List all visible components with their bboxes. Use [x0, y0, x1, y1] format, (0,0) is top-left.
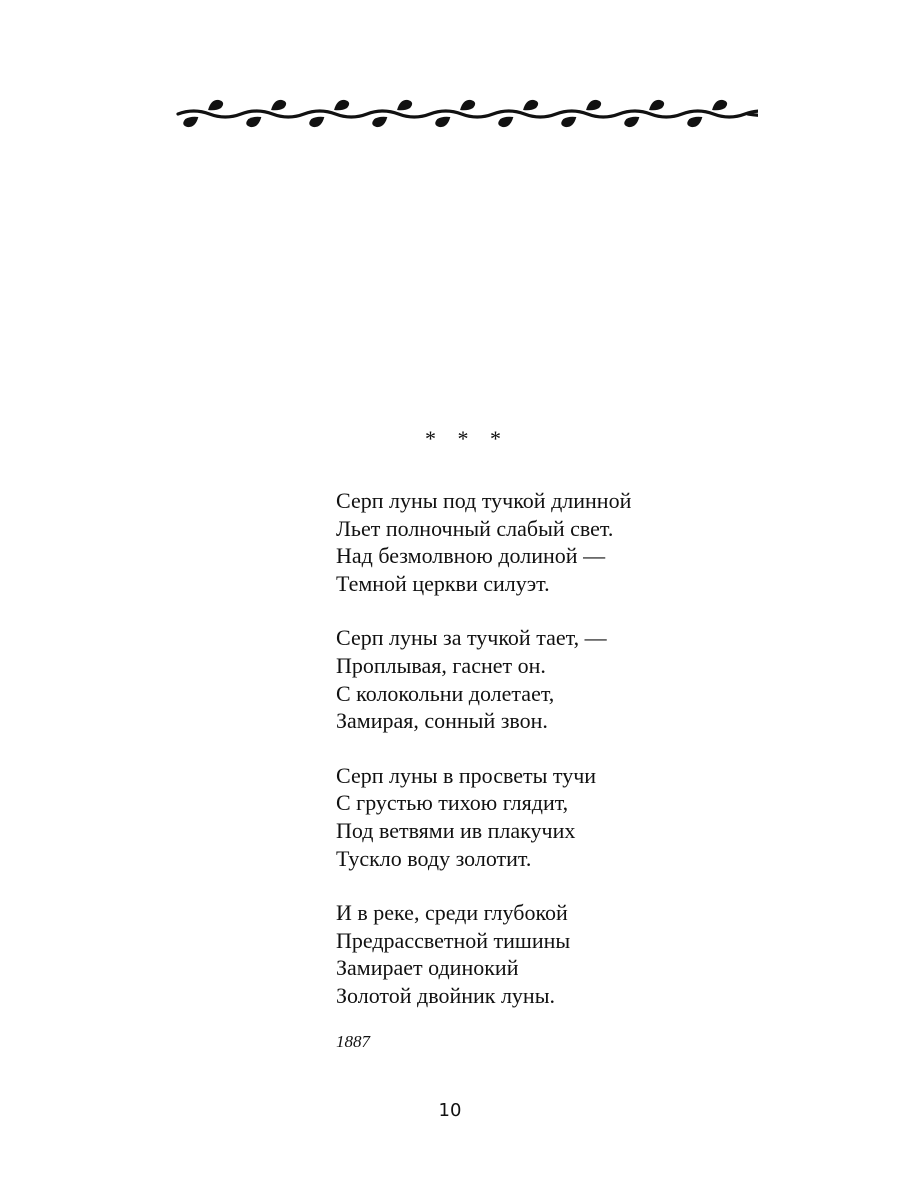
poem-line: Темной церкви силуэт.: [336, 570, 550, 596]
stanza: [336, 899, 631, 1009]
poem-line: Серп луны за тучкой тает, —: [336, 625, 607, 651]
poem-line: Предрассветной тишины: [336, 927, 571, 953]
ornament-leaf: [624, 117, 639, 127]
ornament-leaf: [271, 100, 286, 110]
poem-line: Серп луны под тучкой длинной: [336, 488, 632, 513]
ornament-leaf: [687, 117, 702, 127]
poem-line: И в реке, среди глубокой: [336, 900, 568, 926]
ornament-leaf: [208, 100, 223, 110]
section-separator: * * *: [425, 426, 501, 451]
poem-line: Над безмолвною долиной —: [336, 543, 606, 569]
poem-line: Серп луны в просветы тучи: [336, 762, 597, 788]
poem-line: Проплывая, гаснет он.: [336, 652, 546, 678]
ornament-leaf: [649, 100, 664, 110]
stanza: [336, 762, 631, 872]
vine-scroll-ornament-icon: [168, 92, 758, 136]
poem-line: С колокольни долетает,: [336, 680, 555, 706]
ornament-leaf: [397, 100, 412, 110]
ornament-leaf: [498, 117, 513, 127]
poem-body: [336, 487, 631, 1037]
stanza: [336, 487, 631, 597]
ornament-leaf: [309, 117, 324, 127]
poem-line: Замирает одинокий: [336, 955, 519, 981]
page-number: 10: [438, 1100, 462, 1121]
ornament-leaf: [334, 100, 349, 110]
ornament-leaf: [712, 100, 727, 110]
ornament-leaf: [460, 100, 475, 110]
poem-line: С грустью тихою глядит,: [336, 790, 569, 816]
poem-line: Золотой двойник луны.: [336, 982, 555, 1008]
poem-line: Замирая, сонный звон.: [336, 708, 548, 734]
ornament-leaf: [372, 117, 387, 127]
poem-line: Льет полночный слабый свет.: [336, 515, 614, 541]
ornament-leaf: [246, 117, 261, 127]
ornament-leaf: [561, 117, 576, 127]
poem-year: 1887: [336, 1032, 370, 1051]
ornament-vine: [178, 111, 758, 117]
ornament-leaf: [523, 100, 538, 110]
ornament-leaf: [183, 117, 198, 127]
poem-line: Тускло воду золотит.: [336, 845, 532, 871]
ornament-leaf: [435, 117, 450, 127]
ornament-leaf: [586, 100, 601, 110]
poem-line: Под ветвями ив плакучих: [336, 817, 576, 843]
stanza: [336, 624, 631, 734]
